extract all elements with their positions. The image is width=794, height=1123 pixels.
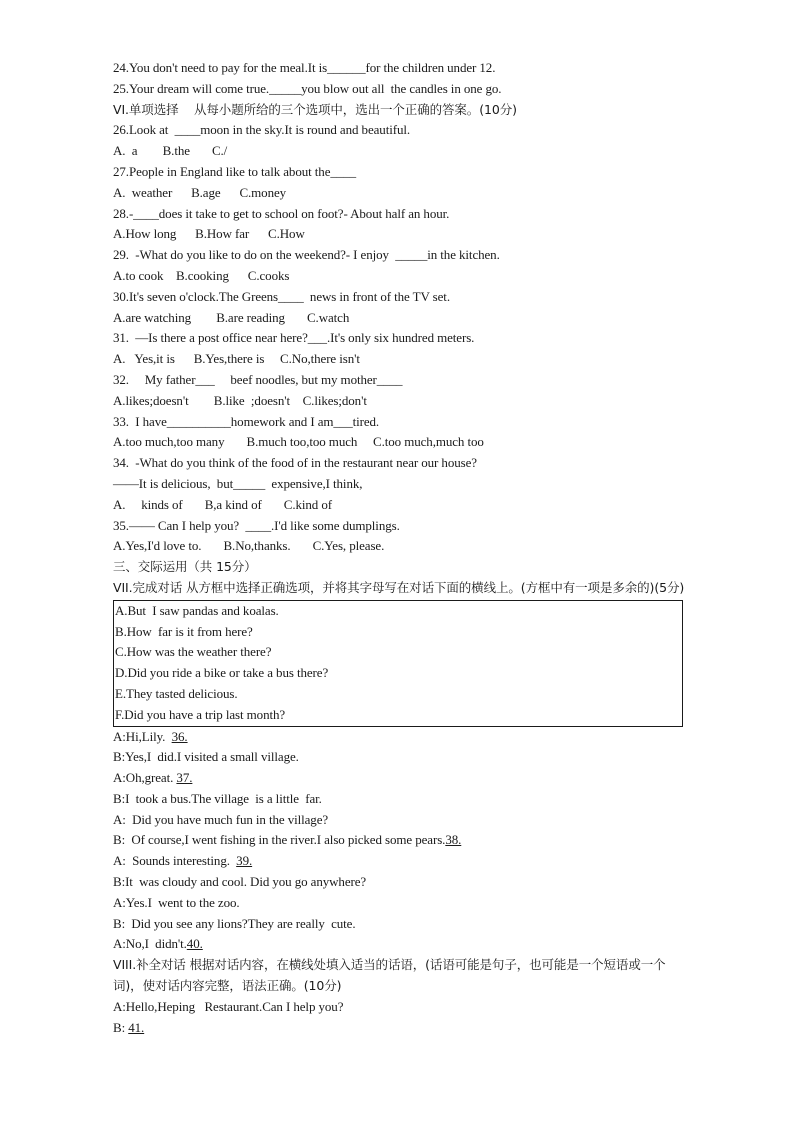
- dialog-line: A:Hi,Lily. 36.: [113, 728, 188, 744]
- options-35: A.Yes,I'd love to. B.No,thanks. C.Yes, please.: [113, 538, 385, 554]
- dialog-line: A:Yes.I went to the zoo.: [113, 894, 240, 910]
- dialog-line: A: Sounds interesting. 39.: [113, 853, 253, 869]
- box-option-d: D.Did you ride a bike or take a bus there?: [115, 665, 329, 681]
- answer-blank-36[interactable]: 36.: [171, 728, 188, 744]
- box-option-c: C.How was the weather there?: [115, 644, 272, 660]
- question-35: 35.—— Can I help you? ____.I'd like some dumplings.: [113, 517, 400, 533]
- dialog-line: B:It was cloudy and cool. Did you go anywhere?: [113, 874, 367, 890]
- section-8-heading: VIII.补全对话 根据对话内容，在横线处填入适当的话语，(话语可能是句子，也可能是一个短语或一个词)，使对话内容完整，语法正确。(10分): [113, 957, 666, 994]
- part-3-heading: 三、交际运用（共 15分）: [113, 559, 257, 575]
- options-box: [113, 600, 683, 727]
- options-31: A. Yes,it is B.Yes,there is C.No,there isn't: [113, 351, 360, 367]
- options-32: A.likes;doesn't B.like ;doesn't C.likes;don't: [113, 392, 367, 408]
- dialog-line: B: Did you see any lions?They are really cute.: [113, 915, 356, 931]
- dialog-line: A:Oh,great. 37.: [113, 770, 193, 786]
- question-30: 30.It's seven o'clock.The Greens____ news in front of the TV set.: [113, 288, 450, 304]
- question-32: 32. My father___ beef noodles, but my mother____: [113, 371, 403, 387]
- answer-blank-38[interactable]: 38.: [445, 832, 462, 848]
- section-6-heading: VI.单项选择 从每小题所给的三个选项中，选出一个正确的答案。(10分): [113, 101, 517, 117]
- dialog-line: A: Did you have much fun in the village?: [113, 811, 329, 827]
- question-33: 33. I have__________homework and I am___tired.: [113, 413, 380, 429]
- question-28: 28.-____does it take to get to school on foot?- About half an hour.: [113, 205, 450, 221]
- options-30: A.are watching B.are reading C.watch: [113, 309, 350, 325]
- answer-blank-37[interactable]: 37.: [176, 770, 193, 786]
- question-25: 25.Your dream will come true._____you blow out all the candles in one go.: [113, 80, 502, 96]
- worksheet-page: [113, 58, 685, 1038]
- answer-blank-41[interactable]: 41.: [128, 1019, 145, 1035]
- box-option-f: F.Did you have a trip last month?: [115, 706, 286, 722]
- dialog-line: A:Hello,Heping Restaurant.Can I help you?: [113, 998, 344, 1014]
- options-28: A.How long B.How far C.How: [113, 226, 305, 242]
- dialog-line: B:Yes,I did.I visited a small village.: [113, 749, 299, 765]
- box-option-b: B.How far is it from here?: [115, 623, 253, 639]
- options-33: A.too much,too many B.much too,too much C.too much,much too: [113, 434, 484, 450]
- question-27: 27.People in England like to talk about the____: [113, 163, 356, 179]
- options-29: A.to cook B.cooking C.cooks: [113, 267, 290, 283]
- question-29: 29. -What do you like to do on the weekend?- I enjoy _____in the kitchen.: [113, 247, 500, 263]
- options-27: A. weather B.age C.money: [113, 184, 287, 200]
- question-31: 31. —Is there a post office near here?___.It's only six hundred meters.: [113, 330, 475, 346]
- question-24: 24.You don't need to pay for the meal.It is______for the children under 12.: [113, 60, 496, 75]
- box-option-a: A.But I saw pandas and koalas.: [115, 602, 279, 618]
- dialog-line: A:No,I didn't.40.: [113, 936, 203, 952]
- options-34: A. kinds of B,a kind of C.kind of: [113, 496, 332, 512]
- dialog-line: B:I took a bus.The village is a little far.: [113, 790, 322, 806]
- section-7-heading: VII.完成对话 从方框中选择正确选项，并将其字母写在对话下面的横线上。(方框中有一项是多余的)(5分): [113, 579, 685, 595]
- question-34: 34. -What do you think of the food of in the restaurant near our house?: [113, 455, 477, 471]
- dialog-line: B: Of course,I went fishing in the river.I also picked some pears.38.: [113, 832, 462, 848]
- question-26: 26.Look at ____moon in the sky.It is round and beautiful.: [113, 122, 411, 138]
- answer-blank-40[interactable]: 40.: [186, 936, 203, 952]
- dialog-line: B: 41.: [113, 1019, 145, 1035]
- answer-blank-39[interactable]: 39.: [236, 853, 253, 869]
- options-26: A. a B.the C./: [113, 143, 228, 159]
- answer-line-34: ——It is delicious, but_____ expensive,I think,: [113, 475, 363, 491]
- box-option-e: E.They tasted delicious.: [115, 685, 238, 701]
